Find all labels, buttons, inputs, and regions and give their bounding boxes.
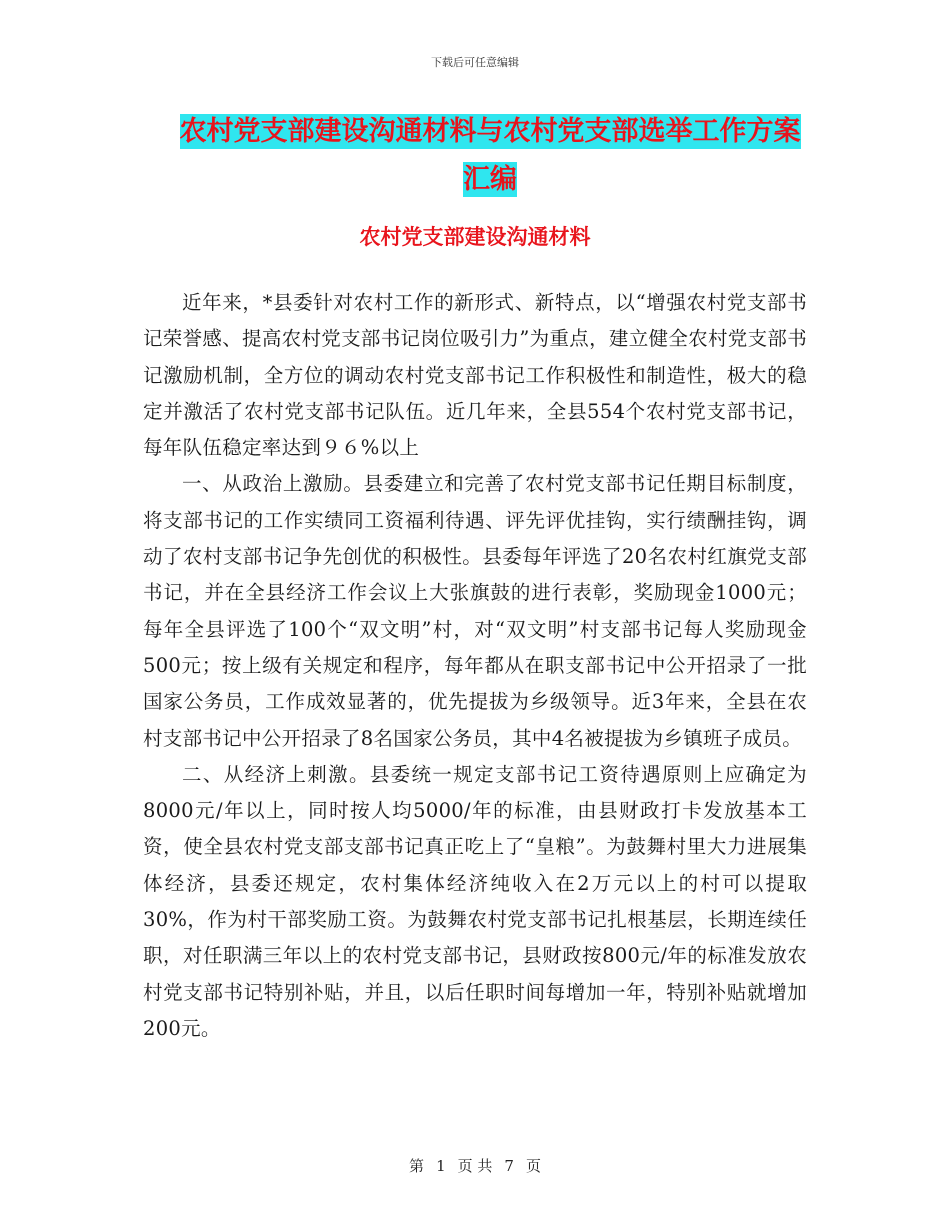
title-line-1: 农村党支部建设沟通材料与农村党支部选举工作方案 <box>179 116 801 147</box>
body-text <box>143 285 807 1047</box>
page-footer <box>0 1155 950 1176</box>
section-title: 农村党支部建设沟通材料 <box>359 225 591 249</box>
footer-suffix: 页 <box>525 1157 541 1175</box>
paragraph-political: 一、从政治上激励。县委建立和完善了农村党支部书记任期目标制度，将支部书记的工作实绩同工资福利待遇、评先评优挂钩，实行绩酬挂钩，调动了农村支部书记争先创优的积极性。县委每年评选了20名农村红旗党支部书记，并在全县经济工作会议上大张旗鼓的进行表彰，奖励现金1000元；每年全县评选了100个“双文明”村，对“双文明”村支部书记每人奖励现金500元；按上级有关规定和程序，每年都从在职支部书记中公开招录了一批国家公务员，工作成效显著的，优先提拔为乡级领导。近3年来，全县在农村支部书记中公开招录了8名国家公务员，其中4名被提拔为乡镇班子成员。 <box>143 472 807 750</box>
paragraph-economic: 二、从经济上刺激。县委统一规定支部书记工资待遇原则上应确定为8000元/年以上，同时按人均5000/年的标准，由县财政打卡发放基本工资，使全县农村党支部支部书记真正吃上了“皇粮”。为鼓舞村里大力进展集体经济，县委还规定，农村集体经济纯收入在2万元以上的村可以提取30%，作为村干部奖励工资。为鼓舞农村党支部书记扎根基层，长期连续任职，对任职满三年以上的农村党支部书记，县财政按800元/年的标准发放农村党支部书记特别补贴，并且，以后任职时间每增加一年，特别补贴就增加200元。 <box>143 762 807 1040</box>
footer-prefix: 第 <box>409 1157 425 1175</box>
page-number: 1 <box>436 1157 446 1175</box>
title-line-2: 汇编 <box>463 164 517 195</box>
paragraph-intro: 近年来，*县委针对农村工作的新形式、新特点，以“增强农村党支部书记荣誉感、提高农村党支部书记岗位吸引力”为重点，建立健全农村党支部书记激励机制，全方位的调动农村党支部书记工作积极性和制造性，极大的稳定并激活了农村党支部书记队伍。近几年来，全县554个农村党支部书记，每年队伍稳定率达到９６%以上 <box>143 291 807 460</box>
document-title <box>150 108 830 204</box>
page-total: 7 <box>504 1157 514 1175</box>
header-note: 下载后可任意编辑 <box>431 56 519 69</box>
footer-middle: 页 共 <box>457 1157 493 1175</box>
